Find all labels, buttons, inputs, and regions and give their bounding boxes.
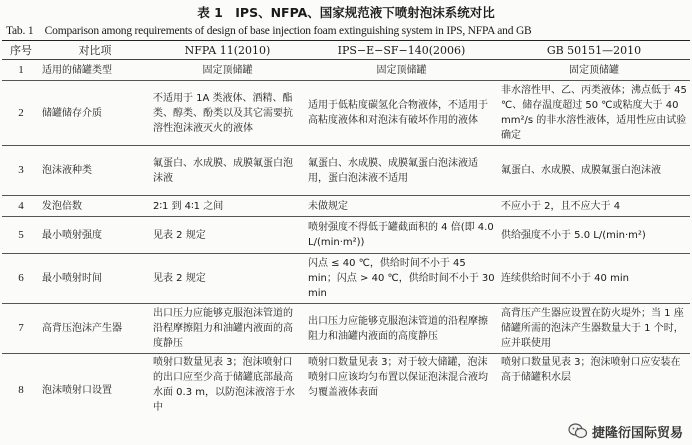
- row-item: 最小喷射时间: [40, 254, 150, 304]
- row-number: 4: [2, 196, 40, 217]
- cell-ips: 出口压力应能够克服泡沫管道的沿程摩擦阻力和油罐内液面的高度静压: [305, 304, 498, 354]
- cell-gb: 高背压产生器应设置在防火堤外；当 1 座储罐所需的泡沫产生器数量大于 1 个时，应并联使用: [498, 304, 690, 354]
- cell-nfpa: 见表 2 规定: [150, 254, 305, 304]
- row-number: 1: [2, 60, 40, 81]
- cell-ips: 固定顶储罐: [305, 60, 498, 81]
- table-row: [2, 146, 690, 196]
- row-item: 储罐储存介质: [40, 81, 150, 146]
- table-row: [2, 196, 690, 217]
- row-item: 泡沫液种类: [40, 146, 150, 196]
- cell-ips: 喷射强度不得低于罐截面积的 4 倍(即 4.0 L/(min·m²)): [305, 217, 498, 254]
- cell-ips: 氟蛋白、水成膜、成膜氟蛋白泡沫液适用，蛋白泡沫液不适用: [305, 146, 498, 196]
- cell-gb: 非水溶性甲、乙、丙类液体；沸点低于 45 ℃、储存温度超过 50 ℃或粘度大于 40 mm²/s 的非水溶性液体，适用性应由试验确定: [498, 81, 690, 146]
- cell-nfpa: 喷射口数量见表 3；泡沫喷射口的出口应至少高于储罐底部最高水面 0.3 m，以防泡沫液溶于水中: [153, 357, 296, 413]
- row-number: 3: [2, 146, 40, 196]
- cell-nfpa: 出口压力应能够克服泡沫管道的沿程摩擦阻力和油罐内液面的高度静压: [150, 304, 305, 354]
- cell-gb: 固定顶储罐: [498, 60, 690, 81]
- header-cell-no: 序号: [2, 41, 40, 60]
- row-item: 发泡倍数: [40, 196, 150, 217]
- table-row: [2, 81, 690, 146]
- cell-nfpa: 2∶1 到 4∶1 之间: [150, 196, 305, 217]
- cell-ips: 未做规定: [305, 196, 498, 217]
- row-item: 最小喷射强度: [40, 217, 150, 254]
- row-item: 适用的储罐类型: [40, 60, 150, 81]
- comparison-table: [2, 40, 690, 426]
- header-cell-ips: IPS−E−SF−140(2006): [305, 41, 498, 60]
- header-cell-item: 对比项: [40, 41, 150, 60]
- cell-gb: 供给强度不小于 5.0 L/(min·m²): [498, 217, 690, 254]
- row-number: 6: [2, 254, 40, 304]
- header-row: [2, 41, 690, 60]
- cell-ips: 喷射口数量见表 3；对于较大储罐，泡沫喷射口应该均匀布置以保证泡沫混合液均匀覆盖液体表面: [308, 357, 488, 398]
- row-item: 高背压泡沫产生器: [40, 304, 150, 354]
- table-row: [2, 304, 690, 354]
- cell-gb: 不应小于 2，且不应大于 4: [498, 196, 690, 217]
- row-item: 泡沫喷射口设置: [42, 384, 112, 396]
- cell-gb: 连续供给时间不小于 40 min: [498, 254, 690, 304]
- cell-nfpa: 氟蛋白、水成膜、成膜氟蛋白泡沫液: [150, 146, 305, 196]
- cell-nfpa: 固定顶储罐: [150, 60, 305, 81]
- table-row: [2, 217, 690, 254]
- table-row: [2, 354, 690, 427]
- comparison-table-container: [2, 40, 690, 445]
- cell-gb: 氟蛋白、水成膜、成膜氟蛋白泡沫液: [498, 146, 690, 196]
- cell-ips: 适用于低粘度碳氢化合物液体，不适用于高粘度液体和对泡沫有破坏作用的液体: [305, 81, 498, 146]
- cell-nfpa: 不适用于 1A 类液体、酒精、酯类、醇类、酚类以及其它需要抗溶性泡沫液灭火的液体: [150, 81, 305, 146]
- table-title-english: Tab. 1 Comparison among requirements of design of base injection foam extinguishing system in IPS, NFPA and GB: [6, 25, 532, 37]
- table-row: [2, 60, 690, 81]
- wechat-watermark: [565, 421, 686, 441]
- row-number: 2: [2, 81, 40, 146]
- row-number: 5: [2, 217, 40, 254]
- header-cell-gb: GB 50151—2010: [498, 41, 690, 60]
- cell-nfpa: 见表 2 规定: [150, 217, 305, 254]
- cell-gb: 喷射口数量见表 3；泡沫喷射口应安装在高于储罐积水层: [501, 357, 681, 383]
- table-row: [2, 254, 690, 304]
- row-number: 7: [2, 304, 40, 354]
- header-cell-nfpa: NFPA 11(2010): [150, 41, 305, 60]
- wechat-icon: [568, 423, 588, 439]
- table-title-chinese: 表 1 IPS、NFPA、国家规范液下喷射泡沫系统对比: [197, 5, 495, 20]
- watermark-text: 捷隆衍国际贸易: [591, 425, 683, 441]
- cell-ips: 闪点 ≤ 40 ℃，供给时间不小于 45 min；闪点 > 40 ℃，供给时间不小于 30 min: [305, 254, 498, 304]
- row-number: 8: [18, 383, 24, 396]
